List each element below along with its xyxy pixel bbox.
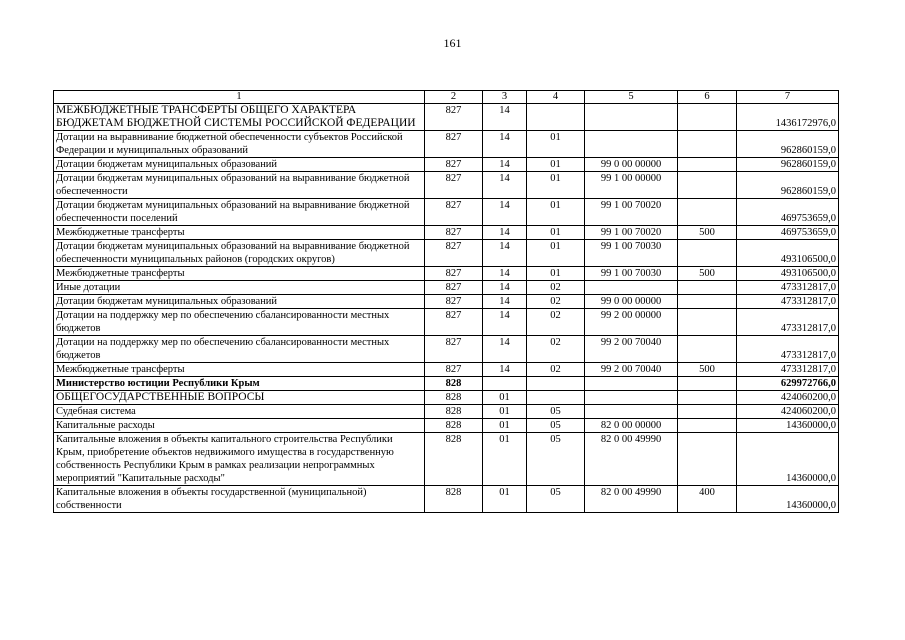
row-col-5	[585, 281, 678, 295]
row-col-4: 02	[527, 336, 585, 363]
row-name: Судебная система	[54, 405, 425, 419]
row-col-6	[678, 309, 737, 336]
row-col-6	[678, 419, 737, 433]
row-col-2: 828	[425, 377, 483, 391]
row-sum: 473312817,0	[737, 309, 839, 336]
row-col-5: 99 2 00 00000	[585, 309, 678, 336]
row-sum: 473312817,0	[737, 363, 839, 377]
row-col-5: 82 0 00 49990	[585, 433, 678, 486]
row-col-2: 827	[425, 363, 483, 377]
row-col-5	[585, 405, 678, 419]
row-col-5: 99 1 00 70030	[585, 240, 678, 267]
row-col-3: 14	[483, 104, 527, 131]
table-row	[54, 267, 839, 281]
table-row	[54, 309, 839, 336]
row-sum: 629972766,0	[737, 377, 839, 391]
row-col-2: 827	[425, 131, 483, 158]
row-col-5: 99 0 00 00000	[585, 158, 678, 172]
row-col-2: 827	[425, 295, 483, 309]
row-col-3: 01	[483, 405, 527, 419]
row-col-4: 02	[527, 363, 585, 377]
row-col-6	[678, 172, 737, 199]
row-sum: 962860159,0	[737, 158, 839, 172]
table-row	[54, 131, 839, 158]
row-col-2: 827	[425, 226, 483, 240]
row-col-5: 99 1 00 70020	[585, 199, 678, 226]
row-col-5	[585, 131, 678, 158]
row-col-4: 01	[527, 199, 585, 226]
row-name: Дотации бюджетам муниципальных образований на выравнивание бюджетной обеспеченности муниципальных районов (городских округов)	[54, 240, 425, 267]
header-col-1: 1	[54, 91, 425, 104]
row-name: Дотации бюджетам муниципальных образований на выравнивание бюджетной обеспеченности	[54, 172, 425, 199]
row-sum: 473312817,0	[737, 281, 839, 295]
row-col-3: 14	[483, 131, 527, 158]
table-row	[54, 295, 839, 309]
row-name: Капитальные расходы	[54, 419, 425, 433]
table-row	[54, 104, 839, 131]
row-col-3: 14	[483, 240, 527, 267]
row-col-3: 14	[483, 309, 527, 336]
table-row	[54, 363, 839, 377]
row-sum: 493106500,0	[737, 240, 839, 267]
row-col-6	[678, 405, 737, 419]
row-col-5: 99 2 00 70040	[585, 336, 678, 363]
row-col-3: 01	[483, 486, 527, 513]
row-sum: 469753659,0	[737, 199, 839, 226]
row-col-4	[527, 104, 585, 131]
row-col-2: 828	[425, 486, 483, 513]
row-col-2: 827	[425, 281, 483, 295]
row-col-4: 05	[527, 405, 585, 419]
row-col-4: 02	[527, 309, 585, 336]
row-name: МЕЖБЮДЖЕТНЫЕ ТРАНСФЕРТЫ ОБЩЕГО ХАРАКТЕРА БЮДЖЕТАМ БЮДЖЕТНОЙ СИСТЕМЫ РОССИЙСКОЙ ФЕДЕРАЦИИ	[54, 104, 425, 131]
row-col-2: 828	[425, 433, 483, 486]
row-col-2: 828	[425, 391, 483, 405]
budget-table	[53, 90, 839, 513]
row-col-5	[585, 377, 678, 391]
row-col-6	[678, 336, 737, 363]
row-sum: 14360000,0	[737, 433, 839, 486]
row-col-4: 02	[527, 281, 585, 295]
row-col-6	[678, 281, 737, 295]
row-sum: 493106500,0	[737, 267, 839, 281]
row-sum: 469753659,0	[737, 226, 839, 240]
row-name: Межбюджетные трансферты	[54, 267, 425, 281]
table-row	[54, 377, 839, 391]
header-col-7: 7	[737, 91, 839, 104]
row-col-4: 01	[527, 240, 585, 267]
row-name: Капитальные вложения в объекты государственной (муниципальной) собственности	[54, 486, 425, 513]
row-col-3	[483, 377, 527, 391]
row-col-6	[678, 377, 737, 391]
row-name: Министерство юстиции Республики Крым	[54, 377, 425, 391]
row-col-4: 01	[527, 158, 585, 172]
row-col-2: 827	[425, 309, 483, 336]
row-name: Межбюджетные трансферты	[54, 363, 425, 377]
row-col-2: 827	[425, 267, 483, 281]
row-sum: 424060200,0	[737, 391, 839, 405]
row-col-3: 14	[483, 363, 527, 377]
row-col-4: 05	[527, 419, 585, 433]
row-col-6	[678, 158, 737, 172]
table-row	[54, 391, 839, 405]
row-col-2: 827	[425, 336, 483, 363]
row-col-2: 827	[425, 240, 483, 267]
page-number: 161	[443, 36, 462, 50]
header-col-2: 2	[425, 91, 483, 104]
row-col-3: 14	[483, 281, 527, 295]
row-col-6: 500	[678, 267, 737, 281]
row-col-6: 500	[678, 226, 737, 240]
row-sum: 473312817,0	[737, 336, 839, 363]
row-col-4: 01	[527, 131, 585, 158]
row-sum: 14360000,0	[737, 486, 839, 513]
row-col-6	[678, 131, 737, 158]
row-col-5: 99 2 00 70040	[585, 363, 678, 377]
row-col-2: 827	[425, 199, 483, 226]
table-row	[54, 336, 839, 363]
row-col-5	[585, 391, 678, 405]
row-name: Иные дотации	[54, 281, 425, 295]
header-col-3: 3	[483, 91, 527, 104]
header-col-4: 4	[527, 91, 585, 104]
row-col-4: 01	[527, 267, 585, 281]
row-col-6: 500	[678, 363, 737, 377]
row-col-3: 01	[483, 419, 527, 433]
table-row	[54, 405, 839, 419]
row-col-3: 14	[483, 336, 527, 363]
row-col-3: 14	[483, 199, 527, 226]
row-col-2: 827	[425, 158, 483, 172]
row-name: ОБЩЕГОСУДАРСТВЕННЫЕ ВОПРОСЫ	[54, 391, 425, 405]
row-sum: 962860159,0	[737, 131, 839, 158]
row-col-6	[678, 391, 737, 405]
row-col-5	[585, 104, 678, 131]
row-col-3: 14	[483, 226, 527, 240]
table-row	[54, 172, 839, 199]
row-col-4	[527, 377, 585, 391]
row-col-6	[678, 199, 737, 226]
table-row	[54, 199, 839, 226]
row-col-6: 400	[678, 486, 737, 513]
row-col-5: 99 1 00 00000	[585, 172, 678, 199]
row-sum: 1436172976,0	[737, 104, 839, 131]
row-col-3: 01	[483, 391, 527, 405]
row-name: Дотации на поддержку мер по обеспечению сбалансированности местных бюджетов	[54, 309, 425, 336]
row-col-6	[678, 104, 737, 131]
row-col-5: 99 1 00 70030	[585, 267, 678, 281]
row-col-5: 99 1 00 70020	[585, 226, 678, 240]
row-sum: 14360000,0	[737, 419, 839, 433]
row-name: Дотации бюджетам муниципальных образований на выравнивание бюджетной обеспеченности поселений	[54, 199, 425, 226]
row-col-4: 02	[527, 295, 585, 309]
row-sum: 962860159,0	[737, 172, 839, 199]
row-name: Дотации бюджетам муниципальных образований	[54, 158, 425, 172]
row-col-4: 05	[527, 486, 585, 513]
row-col-2: 828	[425, 405, 483, 419]
row-name: Дотации на выравнивание бюджетной обеспеченности субъектов Российской Федерации и муниципальных образований	[54, 131, 425, 158]
row-col-4	[527, 391, 585, 405]
row-col-3: 14	[483, 158, 527, 172]
row-col-6	[678, 295, 737, 309]
table-row	[54, 158, 839, 172]
row-col-4: 01	[527, 226, 585, 240]
row-name: Дотации на поддержку мер по обеспечению сбалансированности местных бюджетов	[54, 336, 425, 363]
table-row	[54, 486, 839, 513]
row-col-3: 14	[483, 295, 527, 309]
row-col-2: 828	[425, 419, 483, 433]
table-row	[54, 226, 839, 240]
table-row	[54, 419, 839, 433]
row-col-4: 01	[527, 172, 585, 199]
table-row	[54, 240, 839, 267]
row-col-5: 82 0 00 00000	[585, 419, 678, 433]
table-row	[54, 433, 839, 486]
row-col-6	[678, 433, 737, 486]
header-row	[54, 91, 839, 104]
row-col-5: 99 0 00 00000	[585, 295, 678, 309]
row-col-3: 01	[483, 433, 527, 486]
row-col-3: 14	[483, 267, 527, 281]
row-name: Межбюджетные трансферты	[54, 226, 425, 240]
row-sum: 473312817,0	[737, 295, 839, 309]
row-col-2: 827	[425, 172, 483, 199]
row-col-4: 05	[527, 433, 585, 486]
row-col-3: 14	[483, 172, 527, 199]
row-name: Капитальные вложения в объекты капитального строительства Республики Крым, приобретение объектов недвижимого имущества в государственную собственность Республики Крым в рамках реализации непрограммных мероприятий "Капитальные расходы"	[54, 433, 425, 486]
row-col-2: 827	[425, 104, 483, 131]
table-row	[54, 281, 839, 295]
row-col-5: 82 0 00 49990	[585, 486, 678, 513]
row-col-6	[678, 240, 737, 267]
header-col-5: 5	[585, 91, 678, 104]
header-col-6: 6	[678, 91, 737, 104]
row-name: Дотации бюджетам муниципальных образований	[54, 295, 425, 309]
row-sum: 424060200,0	[737, 405, 839, 419]
